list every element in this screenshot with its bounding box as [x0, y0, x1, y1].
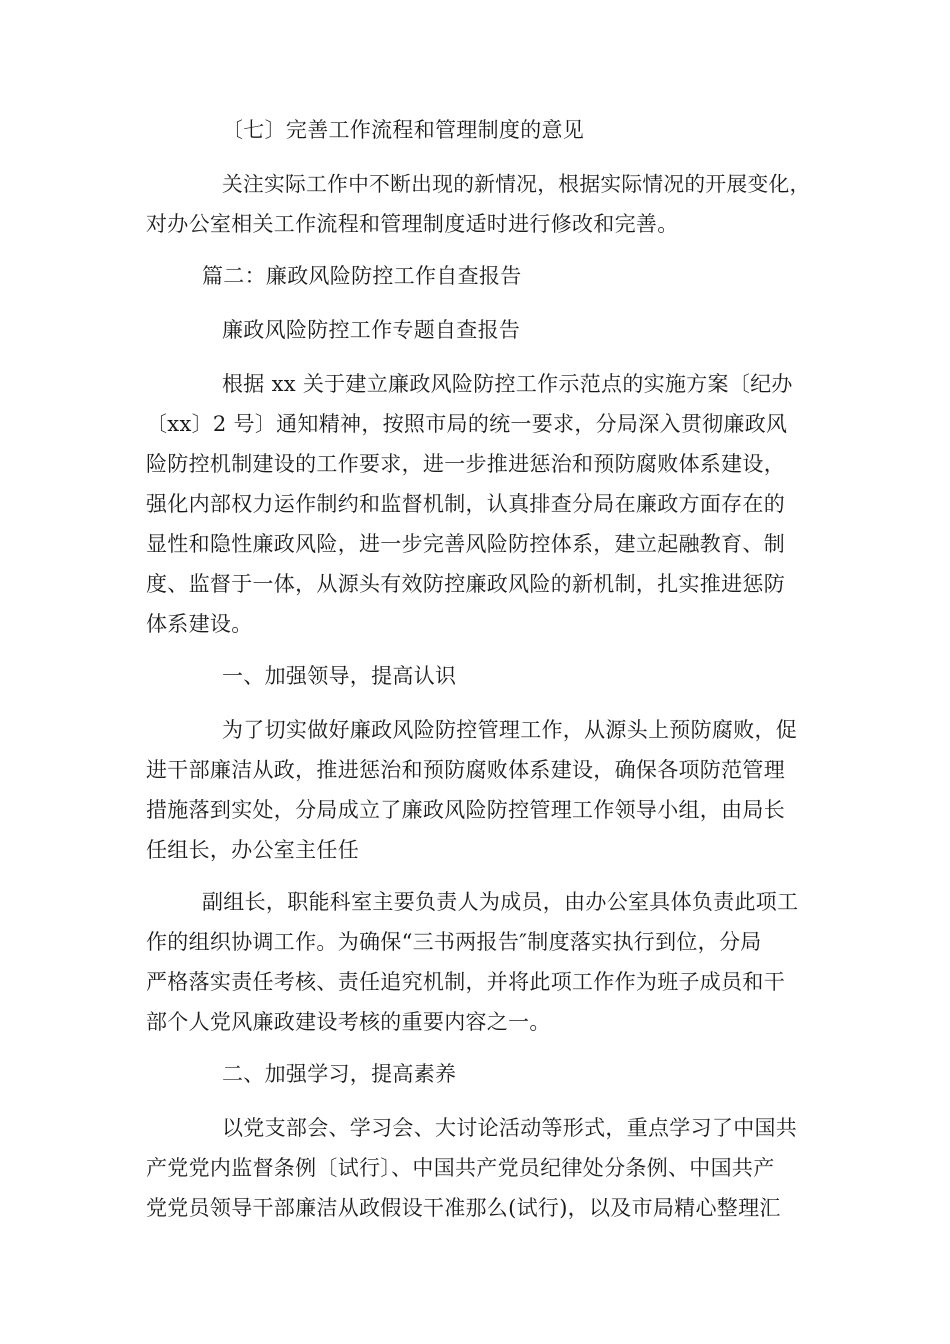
paragraph-line: 关注实际工作中不断出现的新情况，根据实际情况的开展变化，	[222, 172, 811, 196]
section-heading: 二、加强学习，提高素养	[222, 1062, 457, 1086]
paragraph-line: 作的组织协调工作。为确保“三书两报告″制度落实执行到位，分局	[146, 930, 762, 954]
paragraph-line: 部个人党风廉政建设考核的重要内容之一。	[146, 1010, 551, 1034]
paragraph-line: 副组长，职能科室主要负责人为成员，由办公室具体负责此项工	[202, 890, 799, 914]
section-heading: 一、加强领导，提高认识	[222, 664, 457, 688]
chapter-title: 篇二：廉政风险防控工作自查报告	[202, 264, 522, 288]
report-title: 廉政风险防控工作专题自查报告	[222, 318, 521, 342]
paragraph-line: 进干部廉洁从政，推进惩治和预防腐败体系建设，确保各项防范管理	[146, 758, 785, 782]
paragraph-line: 险防控机制建设的工作要求，进一步推进惩治和预防腐败体系建设，	[146, 452, 785, 476]
paragraph-line: 严格落实责任考核、责任追究机制，并将此项工作作为班子成员和干	[146, 970, 785, 994]
paragraph-line: 产党党内监督条例〔试行〕、中国共产党员纪律处分条例、中国共产	[146, 1156, 775, 1180]
paragraph-line: 党党员领导干部廉洁从政假设干准那么(试行)，以及市局精心整理汇	[146, 1196, 781, 1220]
paragraph-line: 为了切实做好廉政风险防控管理工作，从源头上预防腐败，促	[222, 718, 798, 742]
paragraph-line: 体系建设。	[146, 612, 253, 636]
paragraph-line: 任组长，办公室主任任	[146, 838, 359, 862]
paragraph-line: 根据 xx 关于建立廉政风险防控工作示范点的实施方案〔纪办	[222, 372, 793, 396]
paragraph-line: 〔xx〕2 号〕通知精神，按照市局的统一要求，分局深入贯彻廉政风	[146, 412, 788, 436]
paragraph-line: 以党支部会、学习会、大讨论活动等形式，重点学习了中国共	[222, 1116, 798, 1140]
paragraph-line: 显性和隐性廉政风险，进一步完善风险防控体系，建立起融教育、制	[146, 532, 785, 556]
paragraph-line: 度、监督于一体，从源头有效防控廉政风险的新机制，扎实推进惩防	[146, 572, 785, 596]
paragraph-line: 强化内部权力运作制约和监督机制，认真排查分局在廉政方面存在的	[146, 492, 785, 516]
section-heading: 〔七〕完善工作流程和管理制度的意见	[222, 118, 585, 142]
paragraph-line: 对办公室相关工作流程和管理制度适时进行修改和完善。	[146, 212, 679, 236]
paragraph-line: 措施落到实处，分局成立了廉政风险防控管理工作领导小组，由局长	[146, 798, 785, 822]
